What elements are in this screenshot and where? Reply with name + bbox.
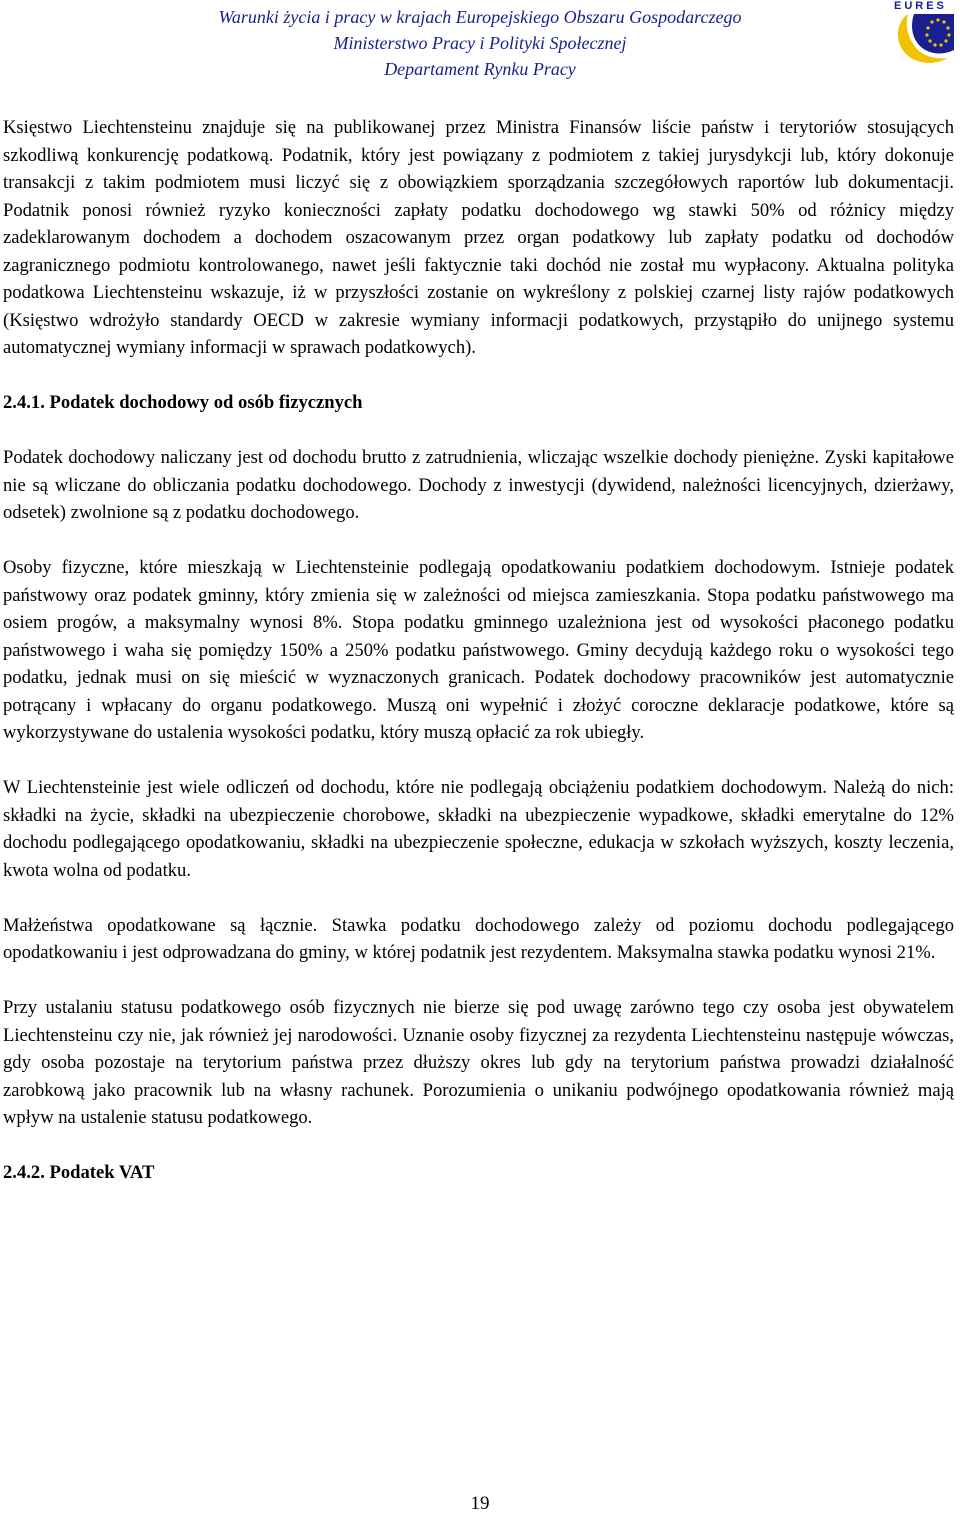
paragraph-gap xyxy=(3,967,954,995)
page-header xyxy=(0,0,960,80)
paragraph-gap xyxy=(3,417,954,445)
paragraph-deductions: W Liechtensteinie jest wiele odliczeń od dochodu, które nie podlegają obciążeniu podatkiem dochodowym. Należą do nich: składki na życie, składki na ubezpieczenie chorobowe, składki na ubezpieczenie wypadkowe, składki emerytalne do 12% dochodu podlegającego opodatkowaniu, składki na ubezpieczenie społeczne, edukacja w szkołach wyższych, koszty leczenia, kwota wolna od podatku. xyxy=(3,777,954,881)
eures-logo-text: EURES xyxy=(894,0,947,12)
header-line-1: Warunki życia i pracy w krajach Europejskiego Obszaru Gospodarczego xyxy=(218,7,742,27)
paragraph-liechtenstein-tax-list: Księstwo Liechtensteinu znajduje się na publikowanej przez Ministra Finansów liście państw i terytoriów stosujących szkodliwą konkurencję podatkową. Podatnik, który jest powiązany z podmiotem z takiej jurysdykcji lub, który dokonuje transakcji z takim podmiotem musi liczyć się z obowiązkiem sporządzania szczegółowych raportów lub dokumentacji. Podatnik ponosi również ryzyko konieczności zapłaty podatku dochodowego wg stawki 50% od różnicy między zadeklarowanym dochodem a dochodem oszacowanym przez organ podatkowy lub zapłaty podatku od dochodów zagranicznego podmiotu kontrolowanego, nawet jeśli faktycznie taki dochód nie został mu wypłacony. Aktualna polityka podatkowa Liechtensteinu wskazuje, iż w przyszłości zostanie on wykreślony z polskiej czarnej listy rajów podatkowych (Księstwo wdrożyło standardy OECD w zakresie wymiany informacji podatkowych, przystąpiło do unijnego systemu automatycznej wymiany informacji w sprawach podatkowych). xyxy=(3,117,954,358)
paragraph-gap xyxy=(3,527,954,555)
header-lines xyxy=(0,4,960,82)
header-line-2: Ministerstwo Pracy i Polityki Społecznej xyxy=(333,33,627,53)
section-heading-income-tax: 2.4.1. Podatek dochodowy od osób fizycznych xyxy=(3,392,363,413)
paragraph-gap xyxy=(3,884,954,912)
paragraph-marriage-taxation: Małżeństwa opodatkowane są łącznie. Stawka podatku dochodowego zależy od poziomu dochodu podlegającego opodatkowaniu i jest odprowadzana do gminy, w której podatnik jest rezydentem. Maksymalna stawka podatku wynosi 21%. xyxy=(3,914,954,963)
section-heading-vat: 2.4.2. Podatek VAT xyxy=(3,1162,155,1183)
paragraph-gap xyxy=(3,362,954,390)
paragraph-tax-residency: Przy ustalaniu statusu podatkowego osób fizycznych nie bierze się pod uwagę zarówno tego czy osoba jest obywatelem Liechtensteinu czy nie, jak również jej narodowości. Uznanie osoby fizycznej za rezydenta Liechtensteinu następuje wówczas, gdy osoba pozostaje na terytorium państwa przez dłuższy okres lub gdy na terytorium państwa prowadzi działalność zarobkową jako pracownik lub na własny rachunek. Porozumienia o unikaniu podwójnego opodatkowania również mają wpływ na ustalenie statusu podatkowego. xyxy=(3,997,954,1128)
page-number: 19 xyxy=(470,1493,490,1514)
paragraph-tax-rates: Osoby fizyczne, które mieszkają w Liechtensteinie podlegają opodatkowaniu podatkiem dochodowym. Istnieje podatek państwowy oraz podatek gminny, który zmienia się w zależności od miejsca zamieszkania. Stopa podatku państwowego ma osiem progów, a maksymalny wynosi 8%. Stopa podatku gminnego uzależniona jest od wysokości płaconego podatku państwowego i waha się pomiędzy 150% a 250% podatku państwowego. Gminy decydują każdego roku o wysokości tego podatku, jednak musi on się mieścić w wyznaczonych granicach. Podatek dochodowy pracowników jest automatycznie potrącany i wpłacany do organu podatkowego. Muszą oni wypełnić i złożyć coroczne deklaracje podatkowe, które są wykorzystywane do ustalenia wysokości podatku, który muszą opłacić za rok ubiegły. xyxy=(3,557,954,743)
paragraph-gap xyxy=(3,747,954,775)
paragraph-income-basis: Podatek dochodowy naliczany jest od dochodu brutto z zatrudnienia, wliczając wszelkie dochody pieniężne. Zyski kapitałowe nie są wliczane do obliczania podatku dochodowego. Dochody z inwestycji (dywidend, należności licencyjnych, dzierżawy, odsetek) zwolnione są z podatku dochodowego. xyxy=(3,447,954,523)
paragraph-gap xyxy=(3,1132,954,1160)
eures-logo-icon xyxy=(888,0,960,72)
document-body xyxy=(3,114,954,1187)
header-line-3: Departament Rynku Pracy xyxy=(384,59,576,79)
